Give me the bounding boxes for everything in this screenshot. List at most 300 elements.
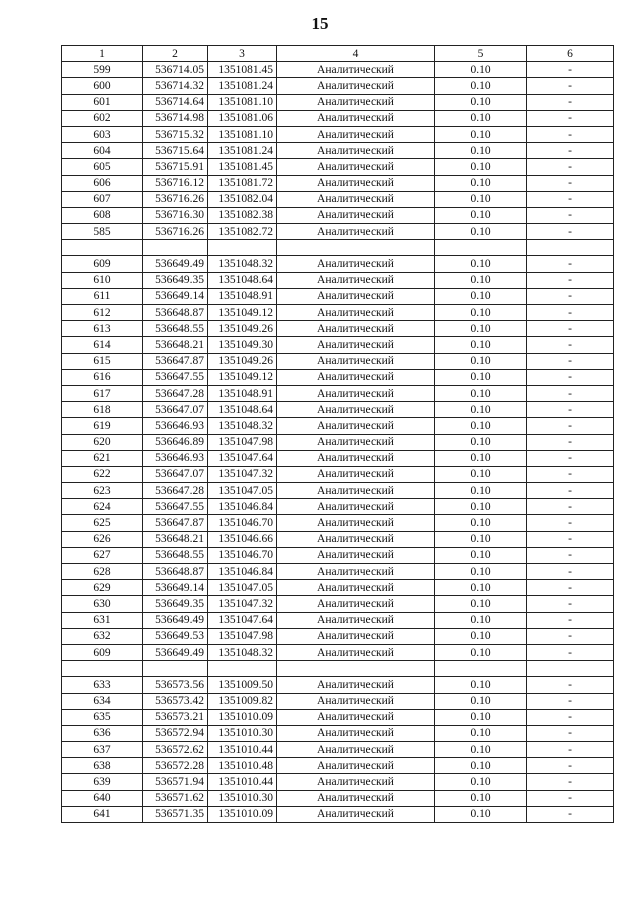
method-cell: Аналитический xyxy=(277,143,435,159)
method-cell xyxy=(277,661,435,677)
method-cell: Аналитический xyxy=(277,305,435,321)
column-header-6: 6 xyxy=(527,46,614,62)
note-cell: - xyxy=(527,191,614,207)
point-number-cell: 604 xyxy=(62,143,143,159)
point-number-cell: 616 xyxy=(62,369,143,385)
table-row xyxy=(62,207,614,223)
accuracy-cell: 0.10 xyxy=(435,774,527,790)
table-row xyxy=(62,224,614,240)
x-coordinate-cell: 536646.93 xyxy=(143,418,208,434)
method-cell: Аналитический xyxy=(277,547,435,563)
method-cell: Аналитический xyxy=(277,693,435,709)
point-number-cell: 620 xyxy=(62,434,143,450)
x-coordinate-cell: 536573.42 xyxy=(143,693,208,709)
method-cell: Аналитический xyxy=(277,677,435,693)
table-row xyxy=(62,806,614,822)
y-coordinate-cell: 1351010.44 xyxy=(208,742,277,758)
note-cell: - xyxy=(527,224,614,240)
x-coordinate-cell: 536571.35 xyxy=(143,806,208,822)
note-cell: - xyxy=(527,580,614,596)
note-cell xyxy=(527,240,614,256)
point-number-cell: 631 xyxy=(62,612,143,628)
y-coordinate-cell: 1351046.70 xyxy=(208,515,277,531)
y-coordinate-cell: 1351049.26 xyxy=(208,353,277,369)
method-cell: Аналитический xyxy=(277,110,435,126)
accuracy-cell: 0.10 xyxy=(435,353,527,369)
point-number-cell: 585 xyxy=(62,224,143,240)
y-coordinate-cell: 1351047.32 xyxy=(208,466,277,482)
note-cell: - xyxy=(527,677,614,693)
x-coordinate-cell: 536648.55 xyxy=(143,547,208,563)
y-coordinate-cell: 1351081.10 xyxy=(208,126,277,142)
accuracy-cell: 0.10 xyxy=(435,321,527,337)
note-cell: - xyxy=(527,110,614,126)
point-number-cell: 635 xyxy=(62,709,143,725)
table-row xyxy=(62,191,614,207)
x-coordinate-cell: 536715.91 xyxy=(143,159,208,175)
accuracy-cell: 0.10 xyxy=(435,94,527,110)
method-cell: Аналитический xyxy=(277,580,435,596)
table-row xyxy=(62,499,614,515)
point-number-cell: 605 xyxy=(62,159,143,175)
method-cell: Аналитический xyxy=(277,337,435,353)
note-cell: - xyxy=(527,288,614,304)
x-coordinate-cell: 536647.28 xyxy=(143,385,208,401)
accuracy-cell: 0.10 xyxy=(435,580,527,596)
table-row xyxy=(62,580,614,596)
y-coordinate-cell: 1351081.06 xyxy=(208,110,277,126)
accuracy-cell: 0.10 xyxy=(435,725,527,741)
y-coordinate-cell: 1351081.72 xyxy=(208,175,277,191)
y-coordinate-cell: 1351046.70 xyxy=(208,547,277,563)
method-cell: Аналитический xyxy=(277,450,435,466)
accuracy-cell: 0.10 xyxy=(435,790,527,806)
accuracy-cell: 0.10 xyxy=(435,547,527,563)
x-coordinate-cell: 536649.49 xyxy=(143,644,208,660)
y-coordinate-cell: 1351046.84 xyxy=(208,564,277,580)
x-coordinate-cell xyxy=(143,661,208,677)
note-cell: - xyxy=(527,353,614,369)
x-coordinate-cell xyxy=(143,240,208,256)
note-cell: - xyxy=(527,369,614,385)
method-cell: Аналитический xyxy=(277,62,435,78)
y-coordinate-cell: 1351048.64 xyxy=(208,402,277,418)
note-cell: - xyxy=(527,272,614,288)
note-cell: - xyxy=(527,531,614,547)
method-cell: Аналитический xyxy=(277,159,435,175)
table-row xyxy=(62,547,614,563)
note-cell: - xyxy=(527,499,614,515)
y-coordinate-cell: 1351047.64 xyxy=(208,612,277,628)
accuracy-cell: 0.10 xyxy=(435,305,527,321)
x-coordinate-cell: 536716.30 xyxy=(143,207,208,223)
x-coordinate-cell: 536714.98 xyxy=(143,110,208,126)
x-coordinate-cell: 536714.32 xyxy=(143,78,208,94)
point-number-cell: 641 xyxy=(62,806,143,822)
method-cell: Аналитический xyxy=(277,612,435,628)
x-coordinate-cell: 536649.53 xyxy=(143,628,208,644)
note-cell: - xyxy=(527,774,614,790)
method-cell: Аналитический xyxy=(277,499,435,515)
accuracy-cell: 0.10 xyxy=(435,191,527,207)
point-number-cell: 614 xyxy=(62,337,143,353)
point-number-cell: 638 xyxy=(62,758,143,774)
point-number-cell: 600 xyxy=(62,78,143,94)
note-cell: - xyxy=(527,305,614,321)
method-cell: Аналитический xyxy=(277,256,435,272)
note-cell: - xyxy=(527,126,614,142)
x-coordinate-cell: 536714.64 xyxy=(143,94,208,110)
table-row xyxy=(62,143,614,159)
point-number-cell: 599 xyxy=(62,62,143,78)
note-cell: - xyxy=(527,62,614,78)
accuracy-cell: 0.10 xyxy=(435,288,527,304)
point-number-cell: 624 xyxy=(62,499,143,515)
table-row xyxy=(62,612,614,628)
accuracy-cell: 0.10 xyxy=(435,483,527,499)
method-cell: Аналитический xyxy=(277,175,435,191)
point-number-cell: 639 xyxy=(62,774,143,790)
method-cell: Аналитический xyxy=(277,402,435,418)
point-number-cell: 608 xyxy=(62,207,143,223)
note-cell: - xyxy=(527,450,614,466)
x-coordinate-cell: 536716.26 xyxy=(143,191,208,207)
point-number-cell: 611 xyxy=(62,288,143,304)
accuracy-cell: 0.10 xyxy=(435,596,527,612)
x-coordinate-cell: 536571.94 xyxy=(143,774,208,790)
y-coordinate-cell: 1351048.91 xyxy=(208,288,277,304)
method-cell: Аналитический xyxy=(277,78,435,94)
accuracy-cell: 0.10 xyxy=(435,369,527,385)
method-cell: Аналитический xyxy=(277,758,435,774)
x-coordinate-cell: 536647.55 xyxy=(143,499,208,515)
y-coordinate-cell: 1351010.30 xyxy=(208,790,277,806)
x-coordinate-cell: 536647.55 xyxy=(143,369,208,385)
note-cell: - xyxy=(527,418,614,434)
table-row xyxy=(62,402,614,418)
accuracy-cell: 0.10 xyxy=(435,126,527,142)
method-cell: Аналитический xyxy=(277,466,435,482)
y-coordinate-cell: 1351082.04 xyxy=(208,191,277,207)
accuracy-cell: 0.10 xyxy=(435,434,527,450)
method-cell: Аналитический xyxy=(277,272,435,288)
note-cell: - xyxy=(527,709,614,725)
y-coordinate-cell: 1351082.38 xyxy=(208,207,277,223)
accuracy-cell: 0.10 xyxy=(435,78,527,94)
note-cell: - xyxy=(527,466,614,482)
table-row xyxy=(62,644,614,660)
y-coordinate-cell: 1351081.10 xyxy=(208,94,277,110)
accuracy-cell: 0.10 xyxy=(435,272,527,288)
point-number-cell: 607 xyxy=(62,191,143,207)
x-coordinate-cell: 536647.87 xyxy=(143,353,208,369)
x-coordinate-cell: 536716.12 xyxy=(143,175,208,191)
note-cell: - xyxy=(527,207,614,223)
point-number-cell: 609 xyxy=(62,256,143,272)
y-coordinate-cell: 1351046.84 xyxy=(208,499,277,515)
accuracy-cell: 0.10 xyxy=(435,515,527,531)
method-cell: Аналитический xyxy=(277,790,435,806)
point-number-cell: 606 xyxy=(62,175,143,191)
point-number-cell: 636 xyxy=(62,725,143,741)
y-coordinate-cell: 1351047.98 xyxy=(208,434,277,450)
table-row xyxy=(62,758,614,774)
accuracy-cell: 0.10 xyxy=(435,62,527,78)
accuracy-cell: 0.10 xyxy=(435,385,527,401)
x-coordinate-cell: 536648.55 xyxy=(143,321,208,337)
y-coordinate-cell: 1351046.66 xyxy=(208,531,277,547)
table-row xyxy=(62,466,614,482)
point-number-cell: 634 xyxy=(62,693,143,709)
x-coordinate-cell: 536647.07 xyxy=(143,402,208,418)
table-row xyxy=(62,256,614,272)
table-row xyxy=(62,677,614,693)
point-number-cell: 622 xyxy=(62,466,143,482)
table-row xyxy=(62,272,614,288)
y-coordinate-cell: 1351010.48 xyxy=(208,758,277,774)
note-cell: - xyxy=(527,628,614,644)
method-cell: Аналитический xyxy=(277,515,435,531)
x-coordinate-cell: 536647.07 xyxy=(143,466,208,482)
x-coordinate-cell: 536648.87 xyxy=(143,564,208,580)
point-number-cell: 602 xyxy=(62,110,143,126)
x-coordinate-cell: 536649.35 xyxy=(143,272,208,288)
table-row xyxy=(62,288,614,304)
column-header-1: 1 xyxy=(62,46,143,62)
method-cell: Аналитический xyxy=(277,709,435,725)
note-cell: - xyxy=(527,644,614,660)
table-row xyxy=(62,774,614,790)
method-cell: Аналитический xyxy=(277,483,435,499)
x-coordinate-cell: 536647.87 xyxy=(143,515,208,531)
accuracy-cell: 0.10 xyxy=(435,499,527,515)
x-coordinate-cell: 536648.21 xyxy=(143,531,208,547)
note-cell: - xyxy=(527,337,614,353)
y-coordinate-cell: 1351081.24 xyxy=(208,143,277,159)
x-coordinate-cell: 536572.28 xyxy=(143,758,208,774)
note-cell: - xyxy=(527,725,614,741)
y-coordinate-cell: 1351049.26 xyxy=(208,321,277,337)
x-coordinate-cell: 536646.93 xyxy=(143,450,208,466)
table-row xyxy=(62,564,614,580)
y-coordinate-cell: 1351081.45 xyxy=(208,62,277,78)
y-coordinate-cell: 1351049.12 xyxy=(208,369,277,385)
point-number-cell: 623 xyxy=(62,483,143,499)
method-cell xyxy=(277,240,435,256)
note-cell: - xyxy=(527,175,614,191)
table-row xyxy=(62,515,614,531)
point-number-cell: 609 xyxy=(62,644,143,660)
x-coordinate-cell: 536572.94 xyxy=(143,725,208,741)
y-coordinate-cell: 1351010.44 xyxy=(208,774,277,790)
accuracy-cell: 0.10 xyxy=(435,159,527,175)
method-cell: Аналитический xyxy=(277,385,435,401)
y-coordinate-cell xyxy=(208,240,277,256)
y-coordinate-cell: 1351047.05 xyxy=(208,580,277,596)
note-cell: - xyxy=(527,742,614,758)
accuracy-cell: 0.10 xyxy=(435,402,527,418)
accuracy-cell xyxy=(435,240,527,256)
method-cell: Аналитический xyxy=(277,725,435,741)
y-coordinate-cell: 1351048.32 xyxy=(208,256,277,272)
accuracy-cell: 0.10 xyxy=(435,110,527,126)
accuracy-cell: 0.10 xyxy=(435,677,527,693)
y-coordinate-cell: 1351082.72 xyxy=(208,224,277,240)
accuracy-cell: 0.10 xyxy=(435,450,527,466)
table-row xyxy=(62,175,614,191)
note-cell: - xyxy=(527,256,614,272)
x-coordinate-cell: 536649.35 xyxy=(143,596,208,612)
note-cell: - xyxy=(527,94,614,110)
table-row xyxy=(62,337,614,353)
column-header-4: 4 xyxy=(277,46,435,62)
method-cell: Аналитический xyxy=(277,353,435,369)
accuracy-cell: 0.10 xyxy=(435,709,527,725)
coordinates-table xyxy=(61,45,614,823)
y-coordinate-cell: 1351047.32 xyxy=(208,596,277,612)
accuracy-cell: 0.10 xyxy=(435,256,527,272)
point-number-cell: 625 xyxy=(62,515,143,531)
table-row xyxy=(62,62,614,78)
y-coordinate-cell: 1351048.91 xyxy=(208,385,277,401)
y-coordinate-cell: 1351047.98 xyxy=(208,628,277,644)
method-cell: Аналитический xyxy=(277,628,435,644)
method-cell: Аналитический xyxy=(277,806,435,822)
table-row xyxy=(62,709,614,725)
accuracy-cell: 0.10 xyxy=(435,612,527,628)
accuracy-cell: 0.10 xyxy=(435,806,527,822)
point-number-cell xyxy=(62,661,143,677)
method-cell: Аналитический xyxy=(277,774,435,790)
table-header-row xyxy=(62,46,614,62)
accuracy-cell: 0.10 xyxy=(435,418,527,434)
table-row xyxy=(62,450,614,466)
point-number-cell: 613 xyxy=(62,321,143,337)
note-cell: - xyxy=(527,693,614,709)
column-header-3: 3 xyxy=(208,46,277,62)
accuracy-cell: 0.10 xyxy=(435,337,527,353)
x-coordinate-cell: 536649.14 xyxy=(143,580,208,596)
accuracy-cell: 0.10 xyxy=(435,742,527,758)
method-cell: Аналитический xyxy=(277,207,435,223)
y-coordinate-cell: 1351049.30 xyxy=(208,337,277,353)
table-row xyxy=(62,78,614,94)
x-coordinate-cell: 536715.32 xyxy=(143,126,208,142)
y-coordinate-cell: 1351010.09 xyxy=(208,709,277,725)
accuracy-cell: 0.10 xyxy=(435,207,527,223)
table-row xyxy=(62,434,614,450)
accuracy-cell xyxy=(435,661,527,677)
point-number-cell: 615 xyxy=(62,353,143,369)
x-coordinate-cell: 536649.49 xyxy=(143,612,208,628)
accuracy-cell: 0.10 xyxy=(435,758,527,774)
method-cell: Аналитический xyxy=(277,418,435,434)
table-row xyxy=(62,159,614,175)
note-cell: - xyxy=(527,612,614,628)
accuracy-cell: 0.10 xyxy=(435,531,527,547)
note-cell: - xyxy=(527,515,614,531)
note-cell: - xyxy=(527,385,614,401)
point-number-cell: 618 xyxy=(62,402,143,418)
table-row xyxy=(62,110,614,126)
note-cell: - xyxy=(527,790,614,806)
x-coordinate-cell: 536649.49 xyxy=(143,256,208,272)
x-coordinate-cell: 536573.56 xyxy=(143,677,208,693)
note-cell: - xyxy=(527,596,614,612)
method-cell: Аналитический xyxy=(277,596,435,612)
page-number: 15 xyxy=(311,14,329,33)
y-coordinate-cell: 1351009.50 xyxy=(208,677,277,693)
point-number-cell: 617 xyxy=(62,385,143,401)
x-coordinate-cell: 536648.87 xyxy=(143,305,208,321)
x-coordinate-cell: 536646.89 xyxy=(143,434,208,450)
table-row xyxy=(62,385,614,401)
method-cell: Аналитический xyxy=(277,126,435,142)
y-coordinate-cell: 1351047.05 xyxy=(208,483,277,499)
point-number-cell: 633 xyxy=(62,677,143,693)
y-coordinate-cell: 1351081.24 xyxy=(208,78,277,94)
method-cell: Аналитический xyxy=(277,224,435,240)
accuracy-cell: 0.10 xyxy=(435,224,527,240)
note-cell: - xyxy=(527,159,614,175)
x-coordinate-cell: 536647.28 xyxy=(143,483,208,499)
x-coordinate-cell: 536572.62 xyxy=(143,742,208,758)
y-coordinate-cell: 1351047.64 xyxy=(208,450,277,466)
table-row xyxy=(62,483,614,499)
point-number-cell: 630 xyxy=(62,596,143,612)
note-cell: - xyxy=(527,78,614,94)
table-row xyxy=(62,693,614,709)
y-coordinate-cell: 1351048.32 xyxy=(208,644,277,660)
table-row xyxy=(62,369,614,385)
table-row xyxy=(62,790,614,806)
table-row-empty xyxy=(62,661,614,677)
y-coordinate-cell xyxy=(208,661,277,677)
column-header-5: 5 xyxy=(435,46,527,62)
note-cell: - xyxy=(527,402,614,418)
accuracy-cell: 0.10 xyxy=(435,175,527,191)
table-row xyxy=(62,725,614,741)
y-coordinate-cell: 1351048.32 xyxy=(208,418,277,434)
method-cell: Аналитический xyxy=(277,644,435,660)
table-row xyxy=(62,126,614,142)
accuracy-cell: 0.10 xyxy=(435,466,527,482)
method-cell: Аналитический xyxy=(277,288,435,304)
table-row xyxy=(62,321,614,337)
x-coordinate-cell: 536571.62 xyxy=(143,790,208,806)
accuracy-cell: 0.10 xyxy=(435,143,527,159)
y-coordinate-cell: 1351081.45 xyxy=(208,159,277,175)
method-cell: Аналитический xyxy=(277,531,435,547)
point-number-cell: 637 xyxy=(62,742,143,758)
point-number-cell: 640 xyxy=(62,790,143,806)
table-row xyxy=(62,628,614,644)
note-cell: - xyxy=(527,483,614,499)
point-number-cell: 619 xyxy=(62,418,143,434)
note-cell: - xyxy=(527,321,614,337)
accuracy-cell: 0.10 xyxy=(435,644,527,660)
table-body xyxy=(62,46,614,823)
point-number-cell xyxy=(62,240,143,256)
point-number-cell: 603 xyxy=(62,126,143,142)
table-row xyxy=(62,742,614,758)
note-cell: - xyxy=(527,434,614,450)
y-coordinate-cell: 1351010.09 xyxy=(208,806,277,822)
accuracy-cell: 0.10 xyxy=(435,628,527,644)
note-cell xyxy=(527,661,614,677)
table-row xyxy=(62,418,614,434)
x-coordinate-cell: 536716.26 xyxy=(143,224,208,240)
